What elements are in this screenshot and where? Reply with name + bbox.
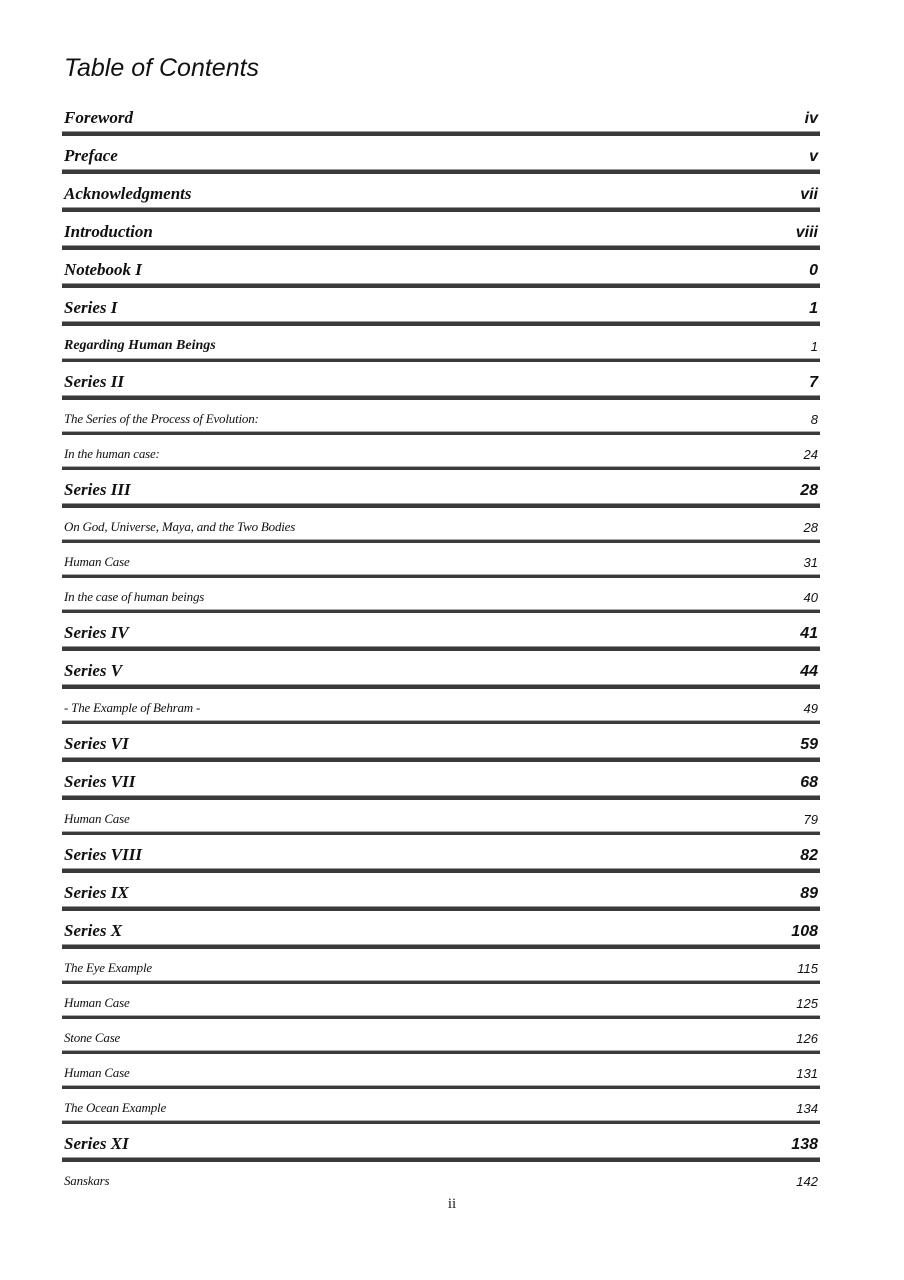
toc-entry-title: Foreword [64,108,133,127]
toc-entry-title: In the case of human beings [64,589,205,604]
toc-entry [62,689,820,724]
toc-entry-page: 89 [800,885,818,902]
toc-entry [62,326,820,362]
toc-entry-title: The Series of the Process of Evolution: [64,411,259,426]
toc-entry-title: On God, Universe, Maya, and the Two Bodies [64,519,296,534]
toc-entry-page: 0 [809,262,818,279]
toc-entry-page: 125 [796,996,818,1011]
toc-entry [62,250,820,288]
toc-entry [62,1019,820,1054]
toc-entry-page: 1 [810,339,818,354]
toc-entry-page: 41 [800,625,818,642]
toc-entry-title: Series XI [64,1134,129,1153]
toc-heading: Table of Contents [64,54,260,82]
toc-entry-title: The Ocean Example [64,1100,167,1115]
toc-entry-title: Human Case [64,554,130,569]
toc-entry-title: Introduction [64,222,153,241]
toc-entry-page: 44 [800,663,818,680]
toc-entry [62,1124,820,1162]
toc-entry [62,1089,820,1124]
toc-entry-page: viii [795,224,818,241]
toc-entry [62,212,820,250]
toc-entry-title: Acknowledgments [64,184,192,203]
toc-entry-title: Human Case [64,1065,130,1080]
toc-entry-page: 49 [803,701,818,716]
toc-entry-page: 8 [810,412,818,427]
toc-entry-page: iv [804,110,818,127]
toc-entry-page: 134 [796,1101,818,1116]
toc-entry-page: 142 [796,1174,818,1189]
toc-entry-page: 31 [803,555,818,570]
toc-entry [62,835,820,873]
toc-entry-page: vii [800,186,818,203]
toc-entry [62,98,820,136]
toc-entry-title: Series IX [64,883,129,902]
toc-entry [62,174,820,212]
toc-entry [62,578,820,613]
toc-entry [62,1054,820,1089]
toc-entry-title: Series X [64,921,123,940]
toc-entry-title: Series IV [64,623,129,642]
toc-entry [62,136,820,174]
toc-entry-title: Series III [64,480,131,499]
toc-entry-title: In the human case: [64,446,160,461]
toc-entry [62,762,820,800]
toc-entry-title: Notebook I [64,260,142,279]
toc-entry-page: v [809,148,818,165]
toc-entry [62,470,820,508]
toc-entry-page: 138 [791,1136,818,1153]
toc-entry [62,362,820,400]
toc-entry [62,1162,820,1197]
toc-entry [62,613,820,651]
toc-entry [62,984,820,1019]
toc-entry [62,873,820,911]
toc-entry-title: Series I [64,298,118,317]
toc-entry-page: 59 [800,736,818,753]
toc-entry-page: 115 [797,961,818,976]
toc-entry-page: 24 [803,447,818,462]
toc-entry [62,508,820,543]
toc-entry-page: 82 [800,847,818,864]
toc-entry [62,400,820,435]
toc-entry [62,288,820,326]
toc-entry-title: The Eye Example [64,960,152,975]
toc-entry-title: Regarding Human Beings [64,338,216,353]
toc-entry-page: 28 [800,482,818,499]
toc-entry-title: Series II [64,372,124,391]
toc-entry-page: 131 [796,1066,818,1081]
toc-entry-page: 68 [800,774,818,791]
toc-entry-page: 7 [809,374,818,391]
toc-entry-title: Sanskars [64,1173,110,1188]
toc-entry-title: Series V [64,661,123,680]
toc-entry-title: - The Example of Behram - [64,700,201,715]
toc-entry [62,911,820,949]
toc-entry-title: Series VII [64,772,136,791]
toc-entry-page: 126 [796,1031,818,1046]
toc-entry [62,435,820,470]
toc-entry-page: 40 [803,590,818,605]
toc-list [62,98,820,1197]
toc-entry [62,651,820,689]
page-folio: ii [447,1196,457,1212]
toc-entry [62,543,820,578]
toc-entry-page: 79 [803,812,818,827]
toc-entry-title: Human Case [64,995,130,1010]
toc-entry-title: Preface [64,146,118,165]
toc-entry-page: 108 [791,923,818,940]
toc-entry-title: Stone Case [64,1030,121,1045]
toc-entry-title: Series VI [64,734,129,753]
toc-entry [62,724,820,762]
toc-entry [62,800,820,835]
toc-entry-title: Series VIII [64,845,142,864]
toc-entry-title: Human Case [64,811,130,826]
toc-entry [62,949,820,984]
toc-entry-page: 1 [809,300,818,317]
toc-entry-page: 28 [803,520,818,535]
